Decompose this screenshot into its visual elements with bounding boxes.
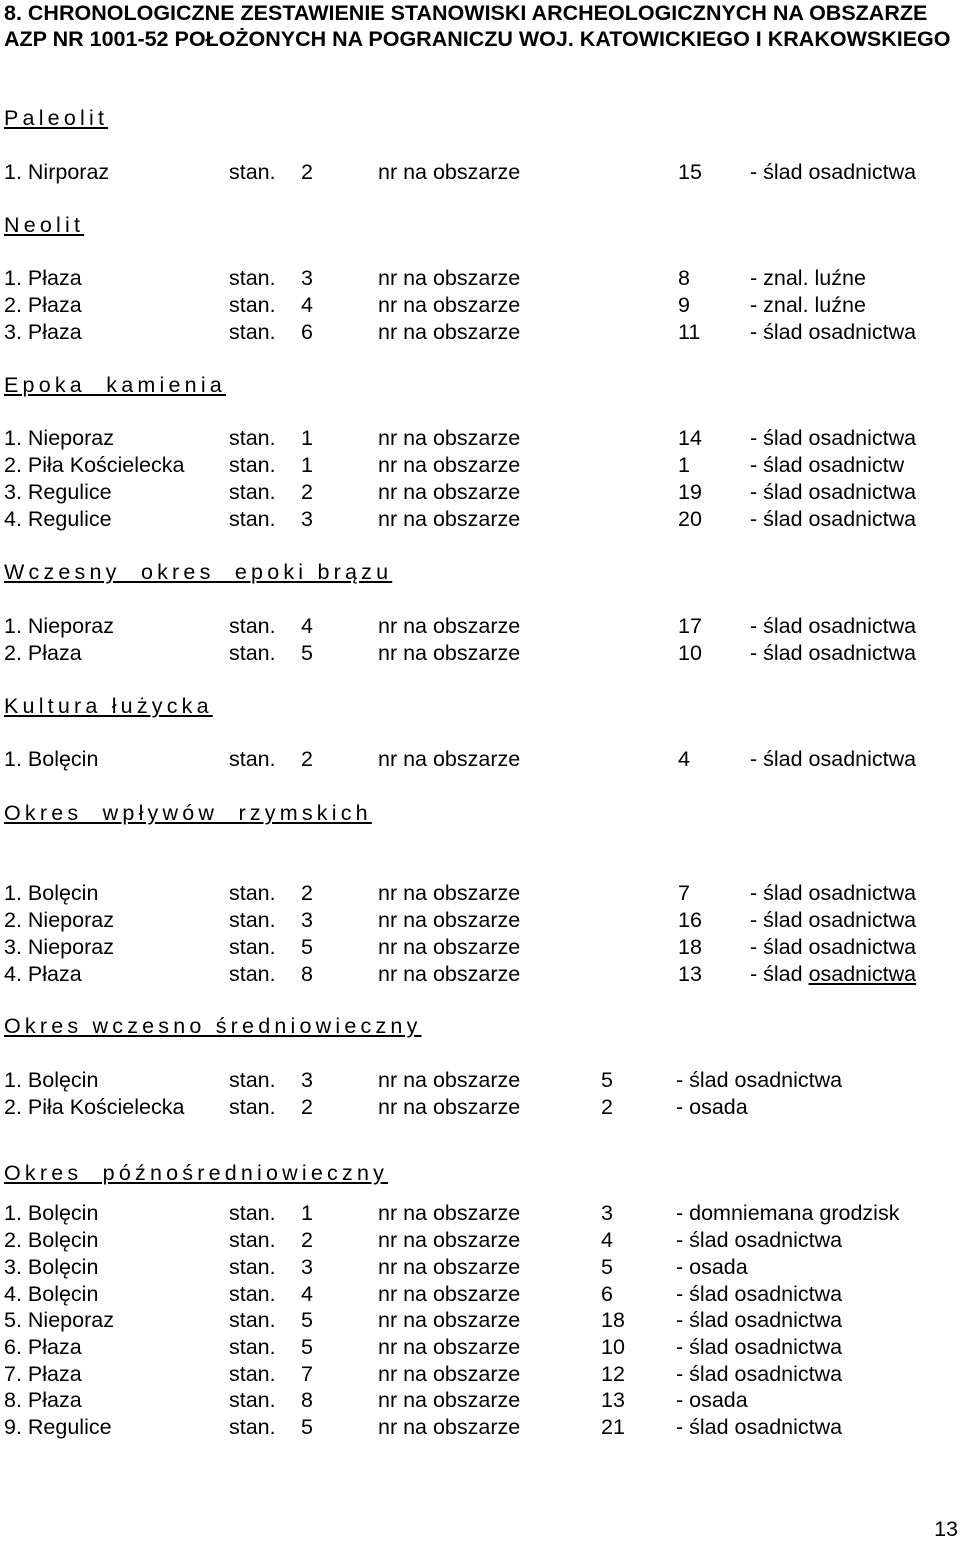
site-row (4, 1308, 954, 1334)
stan-label: stan. (229, 1255, 276, 1279)
site-description: - ślad osadnictwa (750, 320, 917, 344)
site-description: - ślad osadnictwa (750, 881, 917, 905)
stan-label: stan. (229, 1228, 276, 1252)
site-number: 3 (301, 266, 313, 290)
site-number: 7 (301, 1362, 313, 1386)
area-number: 18 (601, 1308, 625, 1332)
site-row (4, 1255, 954, 1281)
site-number: 6 (301, 320, 313, 344)
site-name: 3. Regulice (4, 480, 112, 504)
site-number: 5 (301, 1335, 313, 1359)
site-number: 2 (301, 1095, 313, 1119)
site-row (4, 293, 954, 319)
site-number: 5 (301, 641, 313, 665)
stan-label: stan. (229, 881, 276, 905)
stan-label: stan. (229, 426, 276, 450)
site-description: - ślad osadnictwa (676, 1415, 843, 1439)
area-number: 21 (601, 1415, 625, 1439)
area-number: 14 (678, 426, 702, 450)
area-label: nr na obszarze (378, 1335, 521, 1359)
site-name: 7. Płaza (4, 1362, 82, 1386)
stan-label: stan. (229, 614, 276, 638)
site-description: - ślad osadnictwa (750, 160, 917, 184)
site-row (4, 881, 954, 907)
site-number: 8 (301, 1388, 313, 1412)
area-number: 1 (678, 453, 690, 477)
site-name: 1. Nieporaz (4, 426, 114, 450)
area-label: nr na obszarze (378, 426, 521, 450)
stan-label: stan. (229, 1388, 276, 1412)
area-label: nr na obszarze (378, 1201, 521, 1225)
stan-label: stan. (229, 935, 276, 959)
site-row (4, 962, 954, 988)
site-number: 4 (301, 614, 313, 638)
site-number: 2 (301, 160, 313, 184)
area-label: nr na obszarze (378, 507, 521, 531)
stan-label: stan. (229, 962, 276, 986)
area-number: 5 (601, 1255, 613, 1279)
site-number: 3 (301, 1068, 313, 1092)
site-description: - ślad osadnictwa (750, 426, 917, 450)
area-label: nr na obszarze (378, 881, 521, 905)
stan-label: stan. (229, 1415, 276, 1439)
site-name: 1. Bolęcin (4, 747, 99, 771)
site-description: - ślad osadnictwa (676, 1308, 843, 1332)
site-row (4, 1228, 954, 1254)
section-title-neolit: Neolit (4, 213, 85, 237)
area-number: 8 (678, 266, 690, 290)
site-row (4, 1068, 954, 1094)
site-row (4, 507, 954, 533)
site-name: 4. Regulice (4, 507, 112, 531)
site-name: 1. Nieporaz (4, 614, 114, 638)
area-number: 16 (678, 908, 702, 932)
area-label: nr na obszarze (378, 266, 521, 290)
site-description: - znal. luźne (750, 293, 866, 317)
site-description: - ślad osadnictwa (750, 908, 917, 932)
site-number: 8 (301, 962, 313, 986)
description-prefix: - ślad (750, 962, 809, 986)
site-row (4, 614, 954, 640)
area-number: 12 (601, 1362, 625, 1386)
site-name: 1. Nirporaz (4, 160, 110, 184)
site-number: 3 (301, 507, 313, 531)
site-row (4, 641, 954, 667)
site-description: - domniemana grodzisk (676, 1201, 900, 1225)
site-number: 1 (301, 426, 313, 450)
area-number: 18 (678, 935, 702, 959)
site-name: 1. Bolęcin (4, 1201, 99, 1225)
area-label: nr na obszarze (378, 1282, 521, 1306)
site-description: - ślad osadnictwa (750, 614, 917, 638)
area-number: 3 (601, 1201, 613, 1225)
area-label: nr na obszarze (378, 320, 521, 344)
area-label: nr na obszarze (378, 1228, 521, 1252)
site-description (750, 962, 916, 987)
area-number: 13 (678, 962, 702, 986)
site-description: - ślad osadnictwa (676, 1362, 843, 1386)
site-row (4, 160, 954, 186)
site-number: 3 (301, 1255, 313, 1279)
site-name: 4. Bolęcin (4, 1282, 99, 1306)
site-description: - ślad osadnictwa (750, 935, 917, 959)
site-name: 1. Bolęcin (4, 1068, 99, 1092)
site-row (4, 1335, 954, 1361)
stan-label: stan. (229, 747, 276, 771)
area-number: 17 (678, 614, 702, 638)
site-name: 1. Płaza (4, 266, 82, 290)
site-name: 9. Regulice (4, 1415, 112, 1439)
stan-label: stan. (229, 293, 276, 317)
site-name: 8. Płaza (4, 1388, 82, 1412)
site-description: - ślad osadnictwa (676, 1228, 843, 1252)
document-heading: 8. CHRONOLOGICZNE ZESTAWIENIE STANOWISKI ARCHEOLOGICZNYCH NA OBSZARZE AZP NR 1001-52 POŁOŻONYCH NA POGRANICZU WOJ. KATOWICKIEGO I KRAKOWSKIEGO (4, 1, 951, 51)
site-name: 5. Nieporaz (4, 1308, 114, 1332)
site-description: - osada (676, 1255, 748, 1279)
site-name: 2. Piła Kościelecka (4, 453, 185, 477)
area-label: nr na obszarze (378, 935, 521, 959)
site-row (4, 320, 954, 346)
area-number: 20 (678, 507, 702, 531)
area-number: 4 (678, 747, 690, 771)
site-name: 2. Bolęcin (4, 1228, 99, 1252)
site-row (4, 480, 954, 506)
site-description: - ślad osadnictwa (750, 480, 917, 504)
site-name: 6. Płaza (4, 1335, 82, 1359)
stan-label: stan. (229, 1362, 276, 1386)
site-row (4, 1415, 954, 1441)
area-number: 13 (601, 1388, 625, 1412)
area-label: nr na obszarze (378, 641, 521, 665)
site-name: 3. Nieporaz (4, 935, 114, 959)
area-number: 10 (601, 1335, 625, 1359)
site-description: - ślad osadnictwa (750, 641, 917, 665)
site-name: 2. Nieporaz (4, 908, 114, 932)
area-number: 4 (601, 1228, 613, 1252)
section-title-paleolit: Paleolit (4, 106, 109, 130)
section-title-okres-wczesnosredniowieczny: Okres wczesno średniowieczny (4, 1014, 422, 1038)
stan-label: stan. (229, 320, 276, 344)
area-number: 19 (678, 480, 702, 504)
site-number: 2 (301, 480, 313, 504)
area-label: nr na obszarze (378, 1308, 521, 1332)
area-label: nr na obszarze (378, 480, 521, 504)
site-description: - ślad osadnictwa (750, 507, 917, 531)
stan-label: stan. (229, 266, 276, 290)
site-name: 2. Piła Kościelecka (4, 1095, 185, 1119)
stan-label: stan. (229, 1335, 276, 1359)
site-name: 2. Płaza (4, 293, 82, 317)
stan-label: stan. (229, 1095, 276, 1119)
site-number: 2 (301, 881, 313, 905)
section-title-okres-wplywow-rzymskich: Okres wpływów rzymskich (4, 801, 372, 825)
site-name: 1. Bolęcin (4, 881, 99, 905)
site-row (4, 1095, 954, 1121)
stan-label: stan. (229, 1308, 276, 1332)
site-name: 2. Płaza (4, 641, 82, 665)
site-row (4, 935, 954, 961)
site-number: 5 (301, 1308, 313, 1332)
area-number: 10 (678, 641, 702, 665)
stan-label: stan. (229, 160, 276, 184)
area-label: nr na obszarze (378, 1388, 521, 1412)
site-row (4, 1201, 954, 1227)
site-number: 5 (301, 1415, 313, 1439)
area-number: 2 (601, 1095, 613, 1119)
site-number: 2 (301, 1228, 313, 1252)
area-label: nr na obszarze (378, 908, 521, 932)
site-row (4, 453, 954, 479)
site-number: 5 (301, 935, 313, 959)
site-name: 3. Płaza (4, 320, 82, 344)
description-underlined: osadnictwa (808, 962, 917, 986)
site-number: 1 (301, 453, 313, 477)
area-number: 5 (601, 1068, 613, 1092)
area-number: 7 (678, 881, 690, 905)
area-label: nr na obszarze (378, 160, 521, 184)
area-label: nr na obszarze (378, 1415, 521, 1439)
site-description: - osada (676, 1388, 748, 1412)
section-title-wczesny-okres-epoki-brazu: Wczesny okres epoki brązu (4, 560, 393, 584)
site-row (4, 1362, 954, 1388)
stan-label: stan. (229, 507, 276, 531)
area-label: nr na obszarze (378, 1362, 521, 1386)
site-name: 3. Bolęcin (4, 1255, 99, 1279)
stan-label: stan. (229, 1068, 276, 1092)
site-number: 3 (301, 908, 313, 932)
area-number: 9 (678, 293, 690, 317)
site-row (4, 266, 954, 292)
site-description: - osada (676, 1095, 748, 1119)
stan-label: stan. (229, 1282, 276, 1306)
stan-label: stan. (229, 453, 276, 477)
area-number: 6 (601, 1282, 613, 1306)
site-number: 1 (301, 1201, 313, 1225)
area-label: nr na obszarze (378, 747, 521, 771)
area-label: nr na obszarze (378, 1068, 521, 1092)
area-label: nr na obszarze (378, 614, 521, 638)
site-number: 4 (301, 293, 313, 317)
site-row (4, 1282, 954, 1308)
site-number: 4 (301, 1282, 313, 1306)
site-name: 4. Płaza (4, 962, 82, 986)
area-number: 11 (678, 320, 701, 344)
stan-label: stan. (229, 1201, 276, 1225)
site-description: - ślad osadnictwa (676, 1282, 843, 1306)
area-label: nr na obszarze (378, 1095, 521, 1119)
site-row (4, 747, 954, 773)
site-description: - ślad osadnictwa (750, 747, 917, 771)
section-title-epoka-kamienia: Epoka kamienia (4, 373, 226, 397)
site-row (4, 426, 954, 452)
stan-label: stan. (229, 641, 276, 665)
area-label: nr na obszarze (378, 453, 521, 477)
stan-label: stan. (229, 480, 276, 504)
area-label: nr na obszarze (378, 1255, 521, 1279)
site-row (4, 908, 954, 934)
section-title-okres-poznosredniowieczny: Okres późnośredniowieczny (4, 1161, 389, 1185)
section-title-kultura-luzycka: Kultura łużycka (4, 694, 213, 718)
site-description: - znal. luźne (750, 266, 866, 290)
page-number: 13 (934, 1517, 958, 1541)
site-description: - ślad osadnictwa (676, 1068, 843, 1092)
site-description: - ślad osadnictw (750, 453, 905, 477)
site-number: 2 (301, 747, 313, 771)
area-label: nr na obszarze (378, 293, 521, 317)
stan-label: stan. (229, 908, 276, 932)
area-label: nr na obszarze (378, 962, 521, 986)
site-description: - ślad osadnictwa (676, 1335, 843, 1359)
site-row (4, 1388, 954, 1414)
area-number: 15 (678, 160, 702, 184)
